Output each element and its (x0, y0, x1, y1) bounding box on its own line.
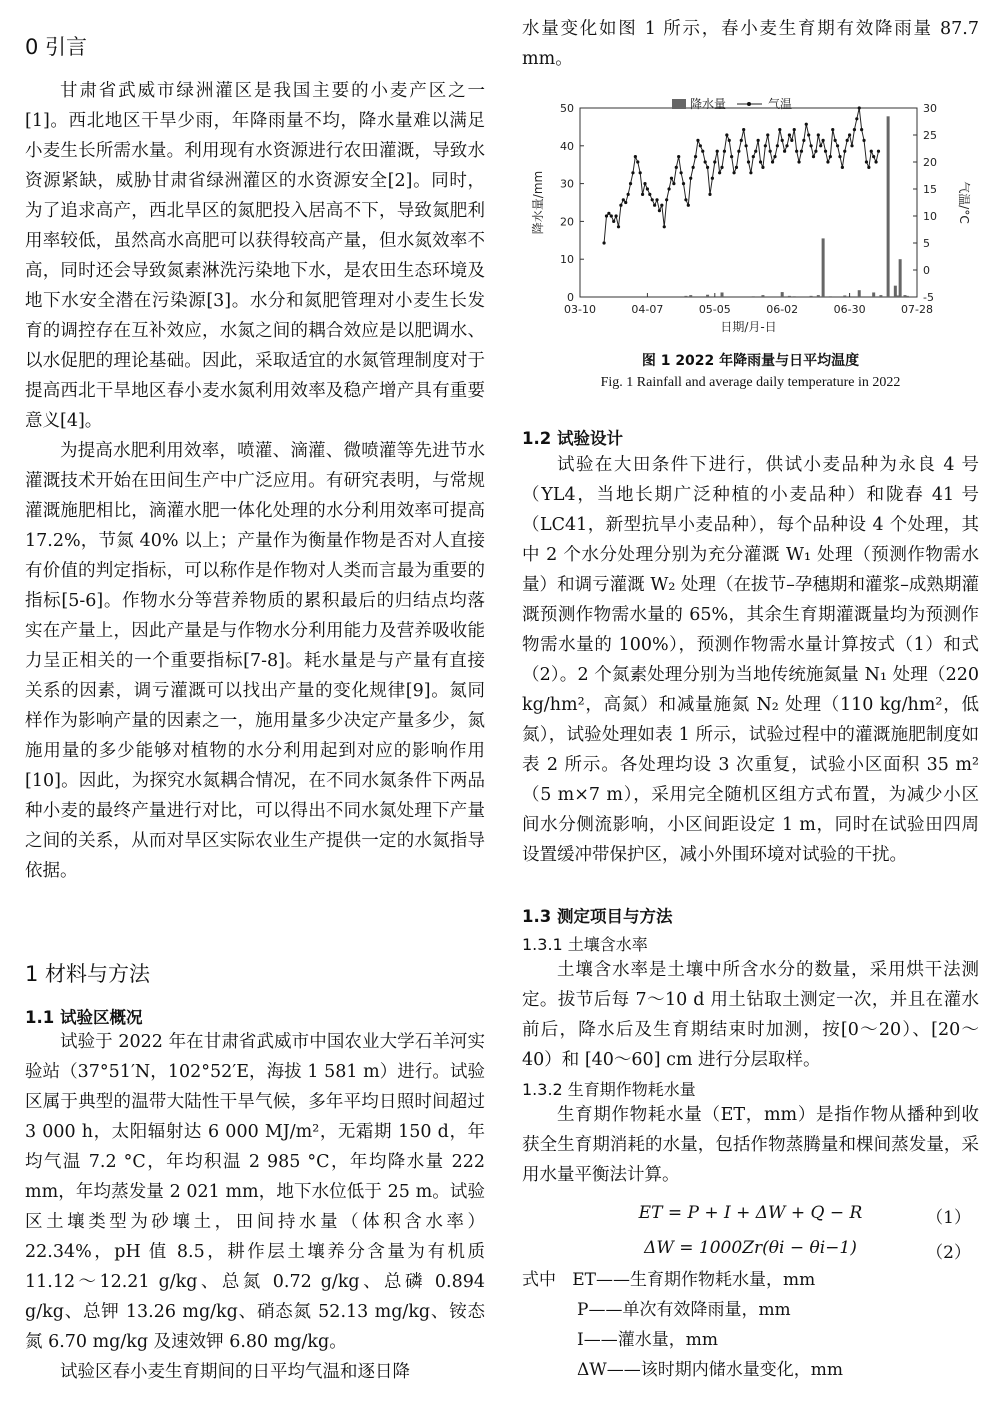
temperature-point (655, 198, 658, 201)
temperature-point (723, 150, 726, 153)
temperature-point (838, 155, 841, 158)
figure-caption-cn: 图 1 2022 年降雨量与日平均温度 (641, 353, 860, 369)
legend-rainfall-label: 降水量 (690, 97, 727, 111)
temperature-point (805, 123, 808, 126)
rainfall-bar (689, 295, 692, 297)
x-tick-label: 06-02 (766, 303, 799, 316)
temperature-point (708, 193, 711, 196)
temperature-point (706, 166, 709, 169)
temperature-point (641, 193, 644, 196)
temperature-point (737, 150, 740, 153)
temperature-point (773, 155, 776, 158)
rainfall-bar (817, 295, 820, 297)
temperature-point (742, 128, 745, 131)
temperature-point (831, 128, 834, 131)
section-1-3-1-title: 1.3.1 土壤含水率 (522, 935, 648, 954)
section-1-2-title: 1.2 试验设计 (522, 429, 623, 448)
rainfall-bar (761, 295, 764, 297)
rainfall-bar (706, 295, 709, 297)
rainfall-bar (894, 286, 897, 297)
temperature-point (667, 187, 670, 190)
rainfall-bar (872, 292, 875, 297)
temperature-point (732, 171, 735, 174)
temperature-point (759, 160, 762, 163)
temperature-point (663, 225, 666, 228)
temperature-point (858, 106, 861, 109)
x-tick-label: 03-10 (564, 303, 596, 316)
variable-definitions (522, 1265, 979, 1385)
legend-temperature-label: 气温 (768, 97, 793, 111)
soil-moisture-paragraph: 土壤含水率是土壤中所含水分的数量，采用烘干法测定。拔节后每 7～10 d 用土钻取土测定一次，并且在灌水前后，降水后及生育期结束时加测，按[0～20）、[20～40）和 [40～60] cm 进行分层取样。 (522, 960, 979, 1070)
temperature-point (788, 133, 791, 136)
rainfall-paragraph: 水量变化如图 1 所示，春小麦生育期有效降雨量 87.7 mm。 (522, 19, 979, 69)
intro-paragraph-2: 为提高水肥利用效率，喷灌、滴灌、微喷灌等先进节水灌溉技术开始在田间生产中广泛应用。有研究表明，与常规灌溉施肥相比，滴灌水肥一体化处理的水分利用效率可提高 17.2%，节氮 40% 以上；产量作为衡量作物是否对人直接有价值的判定指标，可以称作是作物对人类而言最为重要的指标[5-6]。作物水分等营养物质的累积最后的归结点均落实在产量上，因此产量是与作物水分利用能力及营养吸收能力呈正相关的一个重要指标[7-8]。耗水量是与产量有直接关系的因素，调亏灌溉可以找出产量的变化规律[9]。氮同样作为影响产量的因素之一，施用量多少决定产量多少，氮施用量的多少能够对植物的水分利用起到对应的影响作用[10]。因此，为探究水氮耦合情况，在不同水氮条件下两品种小麦的最终产量进行对比，可以得出不同水氮处理下产量之间的关系，从而对旱区实际农业生产提供一定的水氮指导依据。 (25, 441, 485, 881)
temperature-point (867, 166, 870, 169)
rainfall-bar (752, 296, 755, 297)
temperature-point (860, 128, 863, 131)
temperature-point (848, 133, 851, 136)
temperature-point (639, 171, 642, 174)
temperature-point (716, 150, 719, 153)
temperature-point (769, 150, 772, 153)
temperature-line (604, 108, 878, 243)
figure-1 (522, 95, 979, 350)
y-left-tick-label: 50 (560, 102, 574, 115)
temperature-point (872, 155, 875, 158)
temperature-point (747, 160, 750, 163)
rainfall-bar (899, 259, 902, 297)
temperature-point (728, 139, 731, 142)
temperature-point (605, 214, 608, 217)
temperature-point (619, 204, 622, 207)
temperature-point (658, 209, 661, 212)
temperature-point (795, 150, 798, 153)
temperature-point (754, 150, 757, 153)
equation-2-formula: ΔW = 1000Zr(θi − θi−1) (644, 1238, 857, 1258)
temperature-point (675, 166, 678, 169)
section-1-1-title: 1.1 试验区概况 (25, 1008, 143, 1027)
equation-1-number: （1） (926, 1208, 971, 1228)
temperature-point (680, 171, 683, 174)
rainfall-bar (843, 295, 846, 297)
temperature-point (634, 155, 637, 158)
temperature-point (631, 171, 634, 174)
temperature-point (646, 187, 649, 190)
temperature-point (735, 166, 738, 169)
definition-i: I——灌水量，mm (577, 1330, 718, 1350)
temperature-point (610, 214, 613, 217)
temperature-point (740, 139, 743, 142)
temperature-point (648, 193, 651, 196)
temperature-point (749, 171, 752, 174)
temperature-point (853, 128, 856, 131)
temperature-point (624, 201, 627, 204)
temperature-point (874, 160, 877, 163)
temperature-point (730, 155, 733, 158)
temperature-point (778, 128, 781, 131)
temperature-point (862, 139, 865, 142)
temperature-point (677, 155, 680, 158)
temperature-point (627, 193, 630, 196)
y-right-tick-label: -5 (923, 291, 934, 304)
rainfall-bar (721, 292, 724, 297)
y-left-tick-label: 40 (560, 139, 574, 153)
temperature-point (850, 144, 853, 147)
temperature-point (785, 144, 788, 147)
temperature-point (704, 160, 707, 163)
temperature-point (783, 150, 786, 153)
temperature-point (696, 139, 699, 142)
x-tick-label: 04-07 (631, 303, 664, 316)
temperature-point (797, 160, 800, 163)
intro-paragraph-1: 甘肃省武威市绿洲灌区是我国主要的小麦产区之一[1]。西北地区干旱少雨，年降雨量不均，降水量难以满足小麦生长所需水量。利用现有水资源进行农田灌溉，导致水资源紧缺，威胁甘肃省绿洲灌区的水资源安全[2]。同时，为了追求高产，西北旱区的氮肥投入居高不下，导致氮肥利用率较低，虽然高水高肥可以获得较高产量，但水氮效率不高，同时还会导致氮素淋洗污染地下水，是农田生态环境及地下水安全潜在污染源[3]。水分和氮肥管理对小麦生长发育的调控存在互补效应，水氮之间的耦合效应是以肥调水、以水促肥的理论基础。因此，采取适宜的水氮管理制度对于提高西北干旱地区春小麦水氮利用效率及稳产增产具有重要意义[4]。 (25, 81, 485, 431)
temperature-point (829, 155, 832, 158)
temperature-point (802, 139, 805, 142)
temperature-point (819, 144, 822, 147)
site-paragraph: 试验于 2022 年在甘肃省武威市中国农业大学石羊河实验站（37°51′N，102°52′E，海拔 1 581 m）进行。试验区属于典型的温带大陆性干旱气候，多年平均日照时间超过 3 000 h，太阳辐射达 6 000 MJ/m²，无霜期 150 d，年均气温 7.2 °C，年均积温 2 985 °C，年均降水量 222 mm，年均蒸发量 2 021 mm，地下水位低于 25 m。试验区土壤类型为砂壤土，田间持水量（体积含水率）22.34%，pH 值 8.5，耕作层土壤养分含量为有机质 11.12～12.21 g/kg、总氮 0.72 g/kg、总磷 0.894 g/kg、总钾 13.26 mg/kg、硝态氮 52.13 mg/kg、铵态氮 6.70 mg/kg 及速效钾 6.80 mg/kg。 (25, 1032, 485, 1352)
temperature-point (615, 214, 618, 217)
definitions-lead: 式中 (522, 1270, 556, 1290)
rainfall-bar (793, 296, 796, 297)
y-right-tick-label: 10 (923, 210, 937, 223)
temperature-point (607, 212, 610, 215)
temperature-point (764, 144, 767, 147)
section-1-title: 1 材料与方法 (25, 962, 151, 986)
temperature-point (643, 182, 646, 185)
rainfall-bar (879, 295, 882, 297)
temperature-point (836, 144, 839, 147)
temperature-point (622, 198, 625, 201)
temperature-point (817, 133, 820, 136)
design-paragraph: 试验在大田条件下进行，供试小麦品种为永良 4 号（YL4，当地长期广泛种植的小麦品种）和陇春 41 号（LC41，新型抗旱小麦品种），每个品种设 4 个处理，其中 2 个水分处理分别为充分灌溉 W₁ 处理（预测作物需水量）和调亏灌溉 W₂ 处理（在拔节–孕穗期和灌浆–成熟期灌溉预测作物需水量的 65%，其余生育期灌溉量均为预测作物需水量的 100%），预测作物需水量计算按式（1）和式（2）。2 个氮素处理分别为当地传统施氮量 N₁ 处理（220 kg/hm²，高氮）和减量施氮 N₂ 处理（110 kg/hm²，低氮），试验处理如表 1 所示，试验过程中的灌溉施肥制度如表 2 所示。各处理均设 3 次重复，试验小区面积 35 m²（5 m×7 m），采用完全随机区组方式布置，为减少小区间水分侧流影响，小区间距设定 1 m，同时在试验田四周设置缓冲带保护区，减小外围环境对试验的干扰。 (522, 455, 979, 865)
temperature-point (865, 160, 868, 163)
temperature-point (718, 171, 721, 174)
temperature-point (653, 204, 656, 207)
section-0-title: 0 引言 (25, 35, 88, 59)
temperature-point (843, 150, 846, 153)
x-axis-title: 日期/月-日 (720, 320, 777, 334)
y-right-tick-label: 20 (923, 156, 937, 169)
temperature-point (771, 160, 774, 163)
definition-et: ET——生育期作物耗水量，mm (572, 1270, 816, 1290)
equation-2 (522, 1238, 979, 1268)
temperature-point (776, 144, 779, 147)
legend-temperature-marker (747, 102, 751, 106)
x-tick-label: 06-30 (833, 303, 866, 316)
temperature-point (682, 182, 685, 185)
et-paragraph: 生育期作物耗水量（ET，mm）是指作物从播种到收获全生育期消耗的水量，包括作物蒸腾量和棵间蒸发量，采用水量平衡法计算。 (522, 1105, 979, 1185)
temperature-point (870, 150, 873, 153)
temperature-point (670, 177, 673, 180)
y-left-tick-label: 10 (560, 253, 574, 267)
plot-frame (580, 108, 917, 297)
temperature-point (711, 177, 714, 180)
temperature-point (617, 225, 620, 228)
equation-2-number: （2） (926, 1243, 971, 1263)
temperature-point (824, 150, 827, 153)
temperature-point (744, 144, 747, 147)
temperature-point (672, 182, 675, 185)
rainfall-bar (887, 116, 890, 297)
definition-dw: ΔW——该时期内储水量变化，mm (577, 1360, 843, 1380)
section-1-3-2-title: 1.3.2 生育期作物耗水量 (522, 1080, 696, 1099)
rainfall-bar (829, 296, 832, 297)
temperature-point (757, 139, 760, 142)
temperature-point (809, 144, 812, 147)
y-left-axis-title: 降水量/mm (531, 170, 545, 235)
temperature-point (612, 220, 615, 223)
temperature-point (692, 166, 695, 169)
temperature-point (701, 150, 704, 153)
y-right-tick-label: 25 (923, 129, 937, 142)
temperature-point (752, 155, 755, 158)
definition-p: P——单次有效降雨量，mm (577, 1300, 791, 1320)
temperature-point (807, 133, 810, 136)
temperature-point (713, 160, 716, 163)
x-tick-label: 07-28 (901, 303, 933, 316)
x-tick-label: 05-05 (698, 303, 731, 316)
temperature-point (629, 182, 632, 185)
temperature-point (826, 160, 829, 163)
temperature-point (812, 155, 815, 158)
y-right-tick-label: 0 (923, 264, 930, 277)
rainfall-bar (906, 296, 909, 297)
temperature-point (761, 166, 764, 169)
y-left-tick-label: 0 (567, 291, 574, 304)
section-1-3-title: 1.3 测定项目与方法 (522, 907, 673, 926)
temperature-point (684, 198, 687, 201)
temperature-point (699, 144, 702, 147)
temperature-point (694, 155, 697, 158)
figure-caption-en: Fig. 1 Rainfall and average daily temperature in 2022 (600, 375, 901, 390)
temperature-point (687, 204, 690, 207)
y-right-tick-label: 5 (923, 237, 930, 250)
y-left-tick-label: 20 (560, 215, 574, 229)
temperature-point (651, 198, 654, 201)
rainfall-temperature-chart (522, 95, 979, 350)
equation-1 (522, 1203, 979, 1233)
rainfall-bar (822, 238, 825, 297)
temperature-point (720, 166, 723, 169)
temperature-point (602, 241, 605, 244)
rainfall-bar (810, 296, 813, 297)
temperature-point (689, 177, 692, 180)
temperature-point (793, 128, 796, 131)
y-right-axis-title: 气温/°C (957, 181, 971, 224)
temperature-point (822, 139, 825, 142)
temperature-point (660, 204, 663, 207)
y-right-tick-label: 15 (923, 183, 937, 196)
temperature-point (855, 117, 858, 120)
rainfall-bar (684, 296, 687, 297)
temperature-point (665, 198, 668, 201)
rainfall-bar (858, 290, 861, 297)
temperature-point (841, 166, 844, 169)
temperature-point (834, 139, 837, 142)
y-right-tick-label: 30 (923, 102, 937, 115)
temperature-point (636, 160, 639, 163)
temperature-point (766, 133, 769, 136)
site-paragraph-end: 试验区春小麦生育期间的日平均气温和逐日降 (60, 1362, 410, 1382)
temperature-point (790, 139, 793, 142)
temperature-point (781, 139, 784, 142)
rainfall-bar (781, 292, 784, 297)
temperature-point (877, 150, 880, 153)
y-left-tick-label: 30 (560, 177, 574, 191)
temperature-point (846, 139, 849, 142)
rainfall-bar (788, 296, 791, 297)
equation-1-formula: ET = P + I + ΔW + Q − R (638, 1203, 863, 1223)
legend-rainfall-swatch (672, 99, 686, 109)
temperature-point (725, 133, 728, 136)
temperature-point (800, 150, 803, 153)
temperature-point (814, 150, 817, 153)
